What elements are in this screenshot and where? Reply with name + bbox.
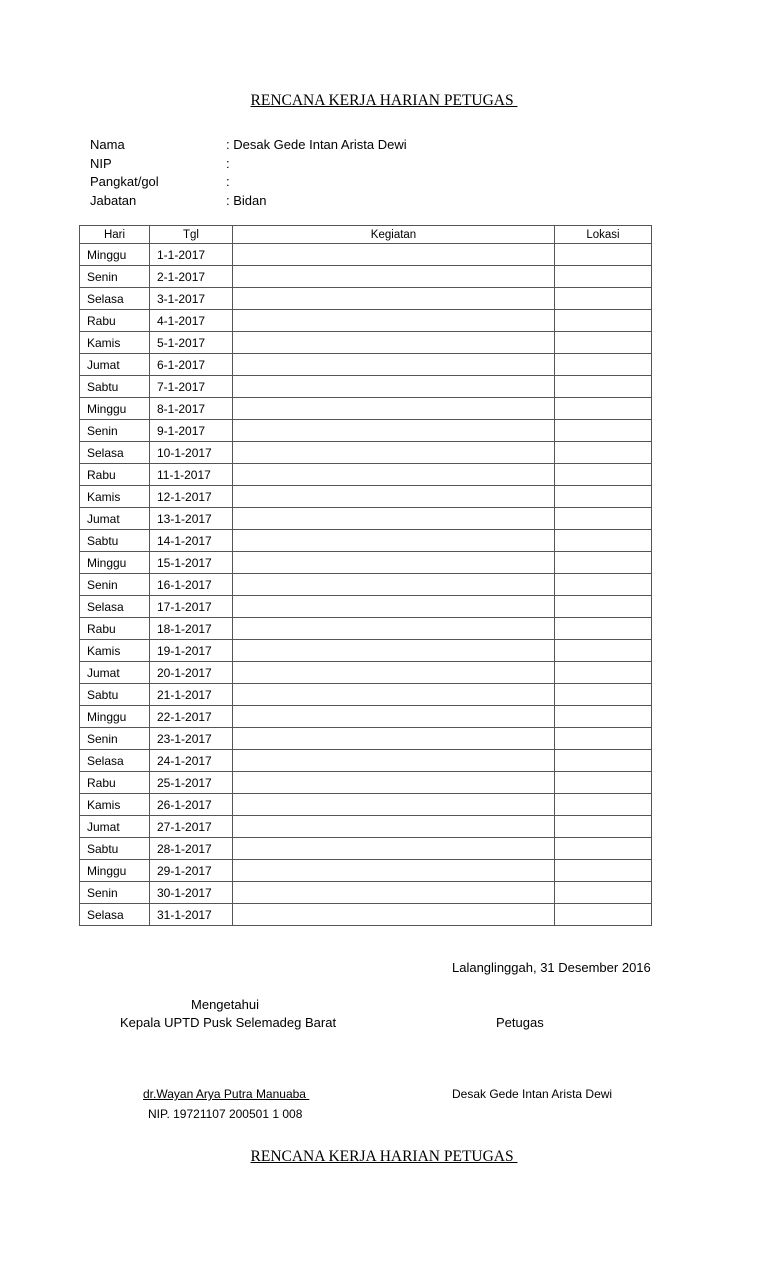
kepala-name: dr.Wayan Arya Putra Manuaba	[143, 1087, 310, 1101]
cell-hari: Jumat	[80, 662, 150, 684]
cell-tgl: 15-1-2017	[150, 552, 233, 574]
header-hari: Hari	[80, 226, 150, 244]
table-row	[80, 310, 652, 332]
cell-hari: Minggu	[80, 244, 150, 266]
cell-hari: Kamis	[80, 640, 150, 662]
cell-hari: Rabu	[80, 772, 150, 794]
schedule-table	[79, 225, 652, 926]
cell-lokasi	[555, 552, 652, 574]
table-row	[80, 354, 652, 376]
header-kegiatan: Kegiatan	[233, 226, 555, 244]
cell-lokasi	[555, 860, 652, 882]
cell-tgl: 24-1-2017	[150, 750, 233, 772]
cell-tgl: 4-1-2017	[150, 310, 233, 332]
table-row	[80, 464, 652, 486]
cell-kegiatan	[233, 508, 555, 530]
info-value: :	[226, 155, 230, 171]
petugas-name: Desak Gede Intan Arista Dewi	[452, 1087, 613, 1101]
table-row	[80, 860, 652, 882]
cell-kegiatan	[233, 420, 555, 442]
cell-hari: Kamis	[80, 794, 150, 816]
table-row	[80, 574, 652, 596]
table-row	[80, 904, 652, 926]
info-row-jabatan	[90, 192, 267, 211]
table-row	[80, 684, 652, 706]
cell-lokasi	[555, 772, 652, 794]
cell-tgl: 8-1-2017	[150, 398, 233, 420]
table-row	[80, 266, 652, 288]
cell-tgl: 7-1-2017	[150, 376, 233, 398]
cell-hari: Selasa	[80, 904, 150, 926]
table-row	[80, 442, 652, 464]
table-row	[80, 816, 652, 838]
cell-hari: Senin	[80, 420, 150, 442]
cell-tgl: 31-1-2017	[150, 904, 233, 926]
cell-kegiatan	[233, 750, 555, 772]
place-date: Lalanglinggah, 31 Desember 2016	[452, 960, 651, 975]
cell-kegiatan	[233, 442, 555, 464]
table-row	[80, 706, 652, 728]
table-row	[80, 838, 652, 860]
header-tgl: Tgl	[150, 226, 233, 244]
page-title: RENCANA KERJA HARIAN PETUGAS	[250, 92, 518, 109]
mengetahui-label: Mengetahui	[191, 997, 259, 1012]
cell-lokasi	[555, 442, 652, 464]
cell-lokasi	[555, 662, 652, 684]
kepala-title: Kepala UPTD Pusk Selemadeg Barat	[120, 1015, 337, 1030]
cell-hari: Sabtu	[80, 684, 150, 706]
cell-tgl: 10-1-2017	[150, 442, 233, 464]
cell-tgl: 25-1-2017	[150, 772, 233, 794]
info-value: : Bidan	[226, 193, 267, 209]
cell-tgl: 28-1-2017	[150, 838, 233, 860]
table-row	[80, 552, 652, 574]
cell-hari: Rabu	[80, 464, 150, 486]
cell-hari: Sabtu	[80, 530, 150, 552]
cell-tgl: 13-1-2017	[150, 508, 233, 530]
cell-hari: Selasa	[80, 442, 150, 464]
cell-lokasi	[555, 310, 652, 332]
cell-lokasi	[555, 728, 652, 750]
cell-hari: Selasa	[80, 750, 150, 772]
table-row	[80, 508, 652, 530]
cell-hari: Minggu	[80, 860, 150, 882]
cell-lokasi	[555, 640, 652, 662]
cell-lokasi	[555, 596, 652, 618]
info-value: : Desak Gede Intan Arista Dewi	[226, 137, 407, 152]
cell-hari: Jumat	[80, 354, 150, 376]
petugas-label: Petugas	[496, 1015, 544, 1030]
cell-lokasi	[555, 530, 652, 552]
table-row	[80, 244, 652, 266]
cell-lokasi	[555, 420, 652, 442]
cell-kegiatan	[233, 486, 555, 508]
cell-kegiatan	[233, 882, 555, 904]
cell-lokasi	[555, 750, 652, 772]
info-label: Jabatan	[90, 193, 137, 209]
cell-kegiatan	[233, 288, 555, 310]
table-row	[80, 640, 652, 662]
cell-lokasi	[555, 398, 652, 420]
cell-kegiatan	[233, 332, 555, 354]
cell-kegiatan	[233, 398, 555, 420]
cell-kegiatan	[233, 618, 555, 640]
cell-kegiatan	[233, 728, 555, 750]
info-row-nama	[90, 136, 407, 155]
cell-lokasi	[555, 882, 652, 904]
info-label: Pangkat/gol	[90, 174, 159, 190]
cell-tgl: 1-1-2017	[150, 244, 233, 266]
info-value: :	[226, 174, 230, 190]
cell-hari: Sabtu	[80, 838, 150, 860]
cell-lokasi	[555, 574, 652, 596]
cell-hari: Minggu	[80, 398, 150, 420]
table-row	[80, 618, 652, 640]
cell-tgl: 30-1-2017	[150, 882, 233, 904]
info-label: Nama	[90, 137, 125, 152]
cell-tgl: 12-1-2017	[150, 486, 233, 508]
cell-hari: Senin	[80, 574, 150, 596]
cell-hari: Selasa	[80, 596, 150, 618]
cell-kegiatan	[233, 794, 555, 816]
cell-lokasi	[555, 684, 652, 706]
table-row	[80, 376, 652, 398]
cell-tgl: 9-1-2017	[150, 420, 233, 442]
page-title-next: RENCANA KERJA HARIAN PETUGAS	[250, 1148, 518, 1165]
cell-tgl: 29-1-2017	[150, 860, 233, 882]
table-row	[80, 398, 652, 420]
table-row	[80, 486, 652, 508]
table-row	[80, 772, 652, 794]
cell-lokasi	[555, 486, 652, 508]
table-row	[80, 332, 652, 354]
header-lokasi: Lokasi	[555, 226, 652, 244]
table-row	[80, 596, 652, 618]
cell-lokasi	[555, 618, 652, 640]
cell-lokasi	[555, 508, 652, 530]
cell-tgl: 6-1-2017	[150, 354, 233, 376]
cell-kegiatan	[233, 816, 555, 838]
info-label: NIP	[90, 155, 112, 171]
cell-tgl: 22-1-2017	[150, 706, 233, 728]
cell-hari: Jumat	[80, 508, 150, 530]
cell-tgl: 21-1-2017	[150, 684, 233, 706]
cell-kegiatan	[233, 552, 555, 574]
table-row	[80, 882, 652, 904]
cell-kegiatan	[233, 530, 555, 552]
info-row-pangkat	[90, 173, 230, 192]
cell-kegiatan	[233, 354, 555, 376]
cell-tgl: 14-1-2017	[150, 530, 233, 552]
cell-tgl: 20-1-2017	[150, 662, 233, 684]
cell-hari: Kamis	[80, 332, 150, 354]
employee-info	[90, 136, 407, 211]
cell-tgl: 19-1-2017	[150, 640, 233, 662]
cell-tgl: 16-1-2017	[150, 574, 233, 596]
cell-tgl: 17-1-2017	[150, 596, 233, 618]
cell-kegiatan	[233, 310, 555, 332]
cell-lokasi	[555, 332, 652, 354]
cell-lokasi	[555, 376, 652, 398]
cell-tgl: 2-1-2017	[150, 266, 233, 288]
cell-hari: Rabu	[80, 310, 150, 332]
table-row	[80, 420, 652, 442]
cell-lokasi	[555, 288, 652, 310]
cell-kegiatan	[233, 662, 555, 684]
info-row-nip	[90, 155, 230, 174]
cell-tgl: 26-1-2017	[150, 794, 233, 816]
cell-lokasi	[555, 354, 652, 376]
cell-kegiatan	[233, 596, 555, 618]
cell-hari: Senin	[80, 728, 150, 750]
table-row	[80, 750, 652, 772]
cell-tgl: 23-1-2017	[150, 728, 233, 750]
cell-tgl: 18-1-2017	[150, 618, 233, 640]
table-row	[80, 288, 652, 310]
table-row	[80, 728, 652, 750]
cell-tgl: 11-1-2017	[150, 464, 233, 486]
cell-lokasi	[555, 816, 652, 838]
table-row	[80, 530, 652, 552]
cell-lokasi	[555, 266, 652, 288]
cell-kegiatan	[233, 244, 555, 266]
table-row	[80, 662, 652, 684]
cell-lokasi	[555, 244, 652, 266]
cell-lokasi	[555, 838, 652, 860]
cell-hari: Minggu	[80, 706, 150, 728]
cell-kegiatan	[233, 706, 555, 728]
cell-hari: Senin	[80, 882, 150, 904]
cell-hari: Selasa	[80, 288, 150, 310]
cell-hari: Sabtu	[80, 376, 150, 398]
table-row	[80, 794, 652, 816]
cell-tgl: 27-1-2017	[150, 816, 233, 838]
cell-kegiatan	[233, 860, 555, 882]
cell-hari: Minggu	[80, 552, 150, 574]
cell-kegiatan	[233, 838, 555, 860]
cell-kegiatan	[233, 640, 555, 662]
cell-lokasi	[555, 794, 652, 816]
cell-hari: Rabu	[80, 618, 150, 640]
cell-kegiatan	[233, 376, 555, 398]
cell-hari: Senin	[80, 266, 150, 288]
cell-hari: Jumat	[80, 816, 150, 838]
cell-kegiatan	[233, 266, 555, 288]
cell-tgl: 5-1-2017	[150, 332, 233, 354]
cell-tgl: 3-1-2017	[150, 288, 233, 310]
cell-kegiatan	[233, 574, 555, 596]
cell-lokasi	[555, 706, 652, 728]
cell-lokasi	[555, 904, 652, 926]
table-header-row	[80, 226, 652, 244]
cell-kegiatan	[233, 772, 555, 794]
cell-hari: Kamis	[80, 486, 150, 508]
cell-kegiatan	[233, 464, 555, 486]
cell-kegiatan	[233, 904, 555, 926]
cell-kegiatan	[233, 684, 555, 706]
schedule-body	[80, 244, 652, 926]
cell-lokasi	[555, 464, 652, 486]
kepala-nip: NIP. 19721107 200501 1 008	[148, 1107, 303, 1121]
